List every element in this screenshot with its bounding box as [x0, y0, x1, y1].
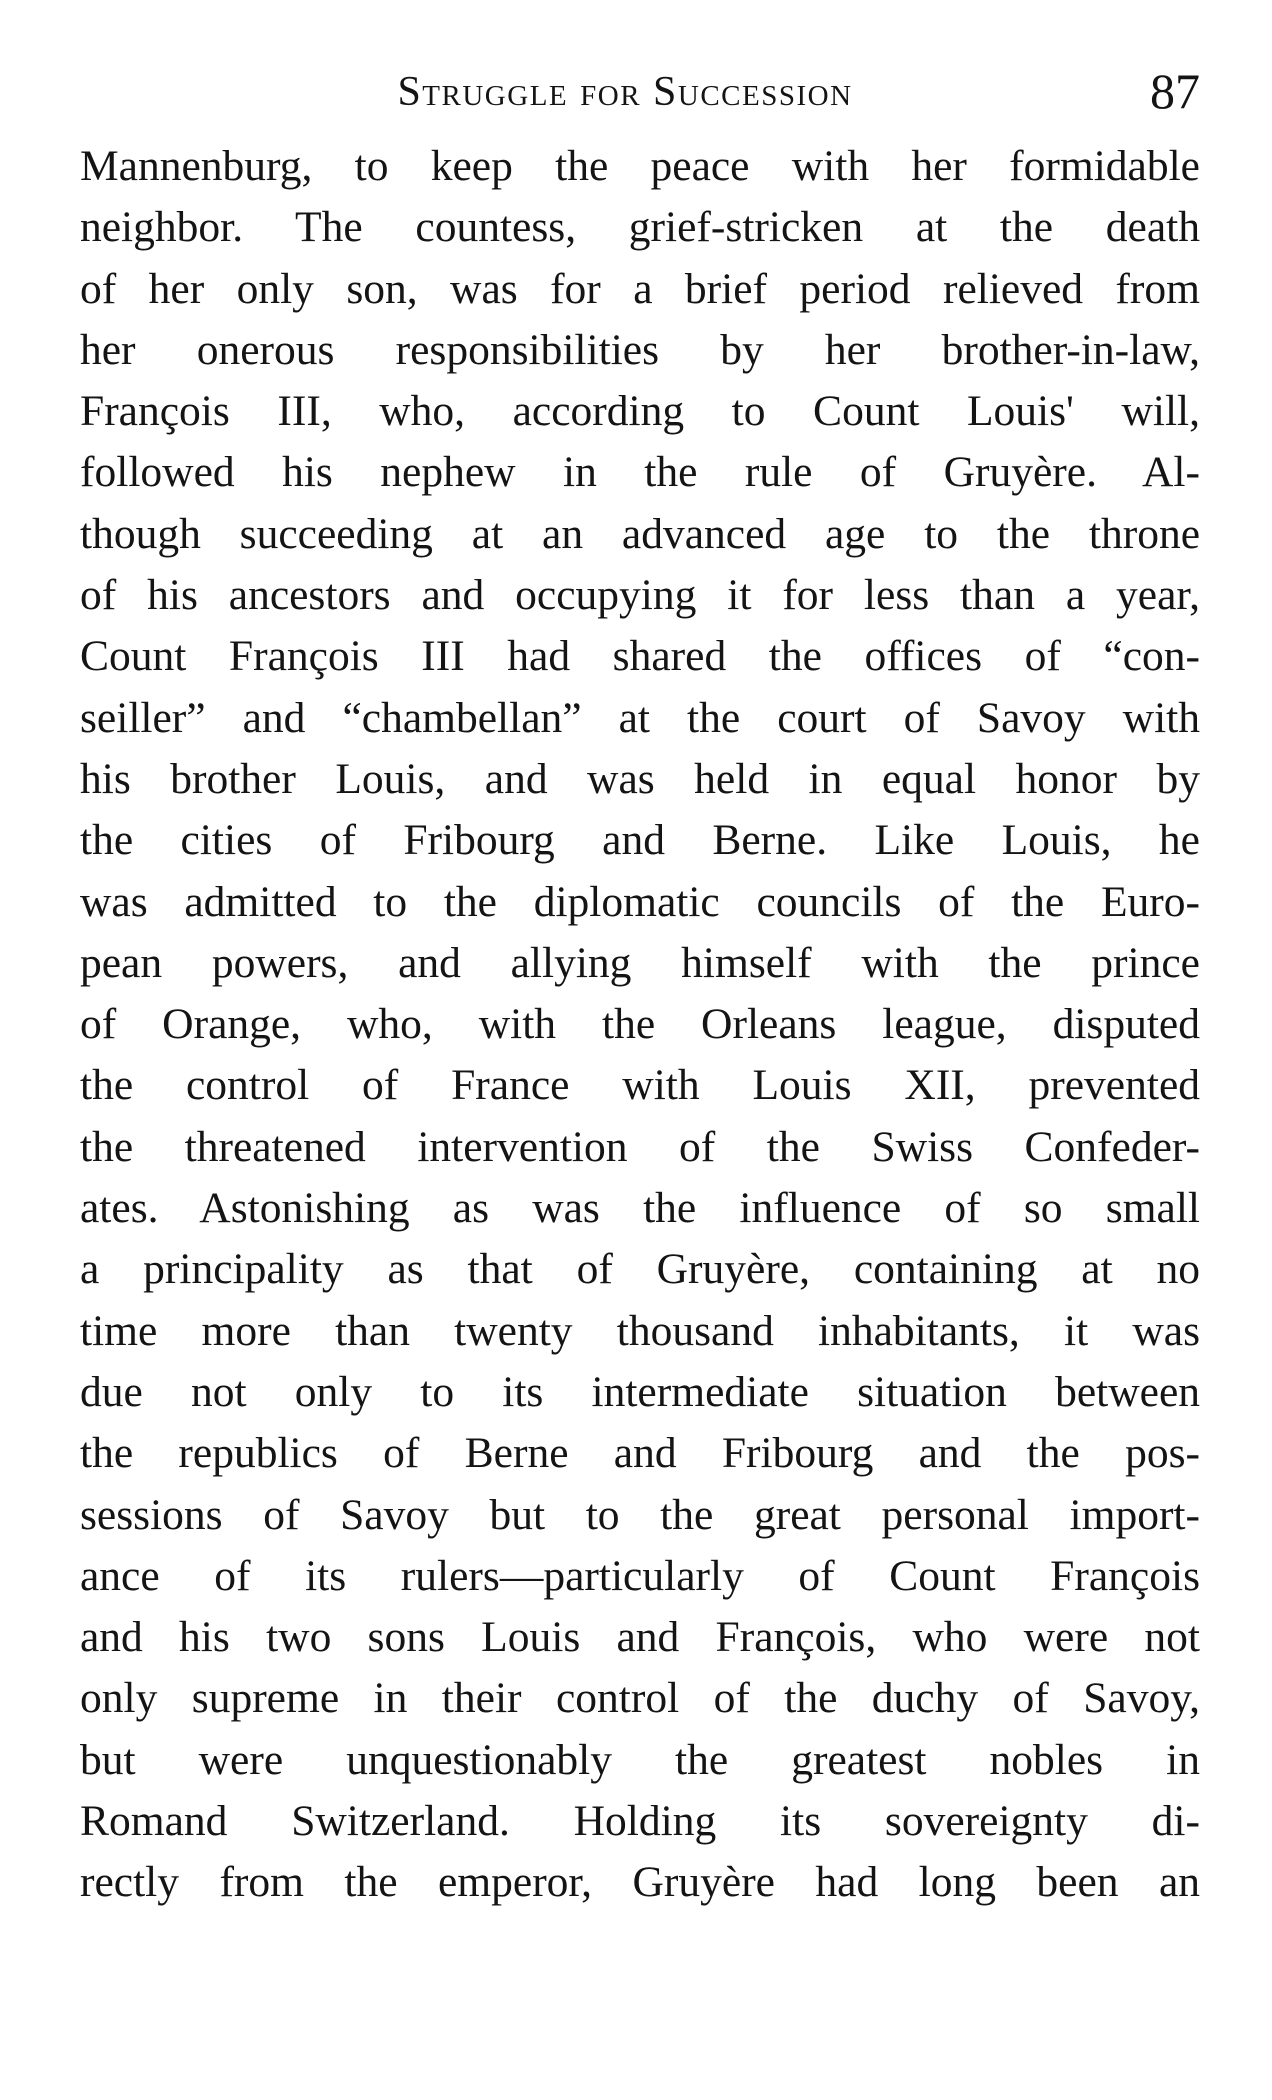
- text-line: of Orange, who, with the Orleans league, disputed: [80, 1000, 1200, 1049]
- text-line: only supreme in their control of the duchy of Savoy,: [80, 1674, 1200, 1723]
- text-line: seiller” and “chambellan” at the court of Savoy with: [80, 693, 1200, 742]
- text-line: neighbor. The countess, grief-stricken at the death: [80, 203, 1200, 252]
- text-line: his brother Louis, and was held in equal honor by: [80, 754, 1200, 803]
- text-line: ates. Astonishing as was the influence of so small: [80, 1184, 1200, 1233]
- text-line: of her only son, was for a brief period relieved from: [80, 264, 1200, 313]
- text-line: a principality as that of Gruyère, containing at no: [80, 1245, 1200, 1294]
- text-line: ance of its rulers—particularly of Count François: [80, 1551, 1200, 1600]
- running-head: [80, 62, 1200, 122]
- text-line: the republics of Berne and Fribourg and the pos-: [80, 1429, 1200, 1478]
- text-line: sessions of Savoy but to the great personal import-: [80, 1490, 1200, 1539]
- text-line: Count François III had shared the offices of “con-: [80, 632, 1200, 681]
- text-line: pean powers, and allying himself with the prince: [80, 938, 1200, 987]
- body-paragraph: [80, 136, 1200, 1914]
- running-title: Struggle for Succession: [397, 69, 853, 115]
- text-line: followed his nephew in the rule of Gruyère. Al-: [80, 448, 1200, 497]
- text-line: the cities of Fribourg and Berne. Like Louis, he: [80, 816, 1200, 865]
- text-line: her onerous responsibilities by her brother-in-law,: [80, 325, 1200, 374]
- text-line: the control of France with Louis XII, prevented: [80, 1061, 1200, 1110]
- text-line: and his two sons Louis and François, who were not: [80, 1613, 1200, 1662]
- page-number: 87: [1150, 63, 1200, 119]
- text-line: Romand Switzerland. Holding its sovereignty di-: [80, 1797, 1200, 1846]
- text-line: though succeeding at an advanced age to the throne: [80, 509, 1200, 558]
- text-line: but were unquestionably the greatest nobles in: [80, 1735, 1200, 1784]
- text-line: the threatened intervention of the Swiss Confeder-: [80, 1122, 1200, 1171]
- text-line: time more than twenty thousand inhabitants, it was: [80, 1306, 1200, 1355]
- text-line: was admitted to the diplomatic councils of the Euro-: [80, 877, 1200, 926]
- text-line: François III, who, according to Count Louis' will,: [80, 387, 1200, 436]
- text-line: due not only to its intermediate situation between: [80, 1367, 1200, 1416]
- text-line: rectly from the emperor, Gruyère had long been an: [80, 1858, 1200, 1907]
- text-line: of his ancestors and occupying it for less than a year,: [80, 571, 1200, 620]
- text-line: Mannenburg, to keep the peace with her formidable: [80, 142, 1200, 190]
